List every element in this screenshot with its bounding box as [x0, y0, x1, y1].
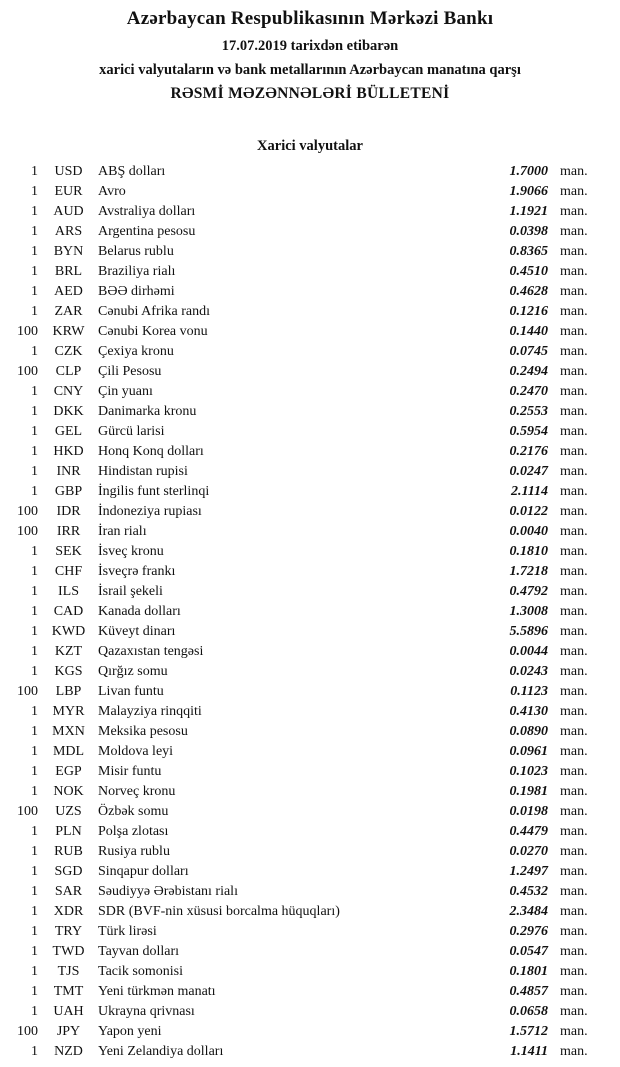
currency-quantity: 100 [17, 1024, 38, 1039]
currency-row [0, 362, 620, 382]
currency-unit: man. [560, 544, 588, 559]
currency-row [0, 622, 620, 642]
currency-name: Moldova leyi [98, 744, 174, 759]
currency-quantity: 1 [31, 244, 38, 259]
currency-row [0, 222, 620, 242]
currency-name: Yapon yeni [98, 1024, 162, 1039]
currency-unit: man. [560, 244, 588, 259]
currency-rate: 0.0961 [509, 744, 548, 759]
currency-name: Cənubi Afrika randı [98, 304, 210, 319]
currency-rate: 0.0270 [509, 844, 548, 859]
currency-quantity: 1 [31, 904, 38, 919]
currency-rate: 0.0243 [509, 664, 548, 679]
currency-table [0, 162, 620, 1062]
currency-code: TWD [52, 944, 85, 959]
currency-quantity: 1 [31, 644, 38, 659]
currency-name: Səudiyyə Ərəbistanı rialı [98, 884, 238, 899]
currency-rate: 0.0122 [509, 504, 548, 519]
currency-name: Ukrayna qrivnası [98, 1004, 195, 1019]
currency-quantity: 1 [31, 844, 38, 859]
currency-code: NZD [54, 1044, 83, 1059]
currency-name: Gürcü larisi [98, 424, 165, 439]
currency-quantity: 1 [31, 704, 38, 719]
currency-quantity: 100 [17, 324, 38, 339]
currency-row [0, 462, 620, 482]
currency-name: İngilis funt sterlinqi [98, 484, 210, 499]
currency-rate: 2.3484 [509, 904, 548, 919]
currency-code: MXN [52, 724, 85, 739]
currency-code: EGP [55, 764, 82, 779]
currency-row [0, 382, 620, 402]
currency-rate: 0.4130 [509, 704, 548, 719]
currency-code: CHF [54, 564, 83, 579]
currency-quantity: 100 [17, 504, 38, 519]
currency-code: EUR [54, 184, 83, 199]
currency-code: IDR [56, 504, 81, 519]
currency-name: Danimarka kronu [98, 404, 197, 419]
currency-quantity: 1 [31, 484, 38, 499]
currency-code: ILS [58, 584, 79, 599]
currency-unit: man. [560, 384, 588, 399]
currency-unit: man. [560, 364, 588, 379]
currency-code: CZK [54, 344, 83, 359]
currency-unit: man. [560, 464, 588, 479]
currency-name: Avro [98, 184, 126, 199]
currency-quantity: 1 [31, 1044, 38, 1059]
currency-code: GEL [54, 424, 83, 439]
currency-row [0, 742, 620, 762]
currency-quantity: 1 [31, 384, 38, 399]
currency-row [0, 642, 620, 662]
currency-unit: man. [560, 604, 588, 619]
currency-rate: 0.0044 [509, 644, 548, 659]
currency-code: CNY [53, 384, 84, 399]
currency-code: INR [56, 464, 81, 479]
currency-row [0, 922, 620, 942]
currency-row [0, 982, 620, 1002]
currency-code: PLN [55, 824, 82, 839]
currency-quantity: 1 [31, 464, 38, 479]
currency-rate: 0.2494 [509, 364, 548, 379]
currency-unit: man. [560, 644, 588, 659]
currency-rate: 0.2470 [509, 384, 548, 399]
currency-unit: man. [560, 204, 588, 219]
currency-rate: 0.2976 [509, 924, 548, 939]
currency-rate: 1.2497 [509, 864, 548, 879]
currency-rate: 0.2176 [509, 444, 548, 459]
currency-row [0, 322, 620, 342]
currency-rate: 0.0547 [509, 944, 548, 959]
currency-rate: 0.1810 [509, 544, 548, 559]
currency-name: Polşa zlotası [98, 824, 169, 839]
currency-code: UAH [53, 1004, 84, 1019]
currency-rate: 0.4628 [509, 284, 548, 299]
currency-name: Küveyt dinarı [98, 624, 176, 639]
currency-row [0, 202, 620, 222]
currency-quantity: 1 [31, 564, 38, 579]
currency-row [0, 882, 620, 902]
currency-unit: man. [560, 564, 588, 579]
currency-rate: 0.5954 [509, 424, 548, 439]
currency-rate: 0.0398 [509, 224, 548, 239]
currency-unit: man. [560, 764, 588, 779]
currency-rate: 1.1921 [509, 204, 548, 219]
currency-row [0, 942, 620, 962]
currency-code: USD [54, 164, 83, 179]
currency-quantity: 1 [31, 404, 38, 419]
currency-quantity: 1 [31, 824, 38, 839]
currency-quantity: 1 [31, 984, 38, 999]
currency-unit: man. [560, 984, 588, 999]
currency-quantity: 100 [17, 364, 38, 379]
currency-quantity: 1 [31, 744, 38, 759]
currency-unit: man. [560, 964, 588, 979]
currency-row [0, 262, 620, 282]
currency-code: RUB [54, 844, 83, 859]
currency-rate: 0.1123 [510, 684, 548, 699]
currency-code: XDR [53, 904, 84, 919]
currency-row [0, 1022, 620, 1042]
currency-rate: 0.1801 [509, 964, 548, 979]
currency-name: Kanada dolları [98, 604, 181, 619]
currency-code: AUD [53, 204, 84, 219]
currency-rate: 0.2553 [509, 404, 548, 419]
currency-quantity: 1 [31, 204, 38, 219]
currency-name: Türk lirəsi [98, 924, 157, 939]
currency-rate: 0.0040 [509, 524, 548, 539]
currency-rate: 1.9066 [509, 184, 548, 199]
currency-row [0, 442, 620, 462]
currency-row [0, 602, 620, 622]
currency-rate: 0.1023 [509, 764, 548, 779]
currency-code: KZT [54, 644, 83, 659]
currency-code: SAR [54, 884, 83, 899]
currency-row [0, 902, 620, 922]
currency-quantity: 100 [17, 684, 38, 699]
effective-date-line: 17.07.2019 tarixdən etibarən [221, 38, 399, 54]
currency-code: GBP [54, 484, 83, 499]
currency-row [0, 962, 620, 982]
currency-code: KRW [52, 324, 85, 339]
currency-rate: 0.4479 [509, 824, 548, 839]
currency-quantity: 1 [31, 764, 38, 779]
currency-code: ZAR [54, 304, 83, 319]
currency-unit: man. [560, 684, 588, 699]
currency-rate: 2.1114 [511, 484, 548, 499]
currency-name: Honq Konq dolları [98, 444, 204, 459]
currency-quantity: 1 [31, 924, 38, 939]
currency-row [0, 662, 620, 682]
currency-code: MYR [52, 704, 85, 719]
currency-name: İsveçrə frankı [98, 564, 176, 579]
currency-unit: man. [560, 844, 588, 859]
currency-name: Meksika pesosu [98, 724, 188, 739]
currency-unit: man. [560, 224, 588, 239]
currency-row [0, 702, 620, 722]
currency-quantity: 100 [17, 804, 38, 819]
currency-row [0, 242, 620, 262]
currency-unit: man. [560, 404, 588, 419]
currency-quantity: 1 [31, 864, 38, 879]
currency-quantity: 1 [31, 444, 38, 459]
currency-quantity: 1 [31, 784, 38, 799]
currency-quantity: 1 [31, 624, 38, 639]
currency-unit: man. [560, 424, 588, 439]
currency-rate: 0.0658 [509, 1004, 548, 1019]
section-title-foreign-currencies: Xarici valyutalar [257, 138, 363, 154]
currency-quantity: 1 [31, 304, 38, 319]
currency-row [0, 422, 620, 442]
currency-code: TJS [57, 964, 80, 979]
currency-row [0, 562, 620, 582]
currency-name: Tayvan dolları [98, 944, 180, 959]
currency-code: CAD [53, 604, 84, 619]
currency-rate: 0.4510 [509, 264, 548, 279]
currency-row [0, 822, 620, 842]
currency-name: Çili Pesosu [98, 364, 162, 379]
currency-name: Cənubi Korea vonu [98, 324, 208, 339]
currency-code: ARS [54, 224, 83, 239]
currency-row [0, 782, 620, 802]
currency-unit: man. [560, 704, 588, 719]
currency-name: Sinqapur dolları [98, 864, 189, 879]
currency-quantity: 1 [31, 944, 38, 959]
currency-unit: man. [560, 184, 588, 199]
currency-name: İndoneziya rupiası [98, 504, 202, 519]
currency-row [0, 542, 620, 562]
currency-rate: 0.4792 [509, 584, 548, 599]
currency-name: Çexiya kronu [98, 344, 174, 359]
currency-unit: man. [560, 504, 588, 519]
currency-code: KGS [54, 664, 83, 679]
currency-code: AED [54, 284, 83, 299]
currency-name: Çin yuanı [98, 384, 153, 399]
currency-unit: man. [560, 724, 588, 739]
currency-unit: man. [560, 664, 588, 679]
currency-name: Norveç kronu [98, 784, 176, 799]
currency-unit: man. [560, 264, 588, 279]
currency-unit: man. [560, 824, 588, 839]
bulletin-subtitle: xarici valyutaların və bank metallarının Azərbaycan manatına qarşı [99, 62, 521, 78]
currency-rate: 0.0745 [509, 344, 548, 359]
currency-code: IRR [56, 524, 81, 539]
currency-name: Belarus rublu [98, 244, 174, 259]
currency-rate: 5.5896 [509, 624, 548, 639]
currency-unit: man. [560, 944, 588, 959]
currency-unit: man. [560, 584, 588, 599]
currency-quantity: 1 [31, 964, 38, 979]
currency-quantity: 1 [31, 264, 38, 279]
currency-quantity: 1 [31, 184, 38, 199]
currency-quantity: 1 [31, 164, 38, 179]
currency-name: Hindistan rupisi [98, 464, 188, 479]
currency-row [0, 842, 620, 862]
currency-code: TRY [54, 924, 83, 939]
currency-name: Misir funtu [98, 764, 162, 779]
currency-code: DKK [53, 404, 84, 419]
currency-quantity: 1 [31, 544, 38, 559]
currency-quantity: 1 [31, 284, 38, 299]
currency-name: Avstraliya dolları [98, 204, 196, 219]
bulletin-header [0, 0, 620, 103]
currency-rate: 0.0198 [509, 804, 548, 819]
currency-unit: man. [560, 624, 588, 639]
currency-quantity: 1 [31, 724, 38, 739]
currency-quantity: 1 [31, 664, 38, 679]
currency-unit: man. [560, 484, 588, 499]
currency-unit: man. [560, 1004, 588, 1019]
currency-row [0, 282, 620, 302]
currency-row [0, 342, 620, 362]
currency-name: Qırğız somu [98, 664, 168, 679]
currency-rate: 1.5712 [509, 1024, 548, 1039]
currency-row [0, 582, 620, 602]
currency-quantity: 1 [31, 884, 38, 899]
currency-quantity: 1 [31, 224, 38, 239]
currency-code: BYN [53, 244, 84, 259]
currency-code: UZS [55, 804, 82, 819]
currency-quantity: 1 [31, 424, 38, 439]
currency-quantity: 1 [31, 1004, 38, 1019]
currency-rate: 0.1216 [509, 304, 548, 319]
currency-quantity: 1 [31, 344, 38, 359]
currency-name: Özbək somu [98, 804, 169, 819]
currency-code: HKD [53, 444, 84, 459]
currency-name: İsrail şekeli [98, 584, 163, 599]
currency-row [0, 302, 620, 322]
currency-row [0, 722, 620, 742]
currency-code: LBP [55, 684, 82, 699]
currency-name: Rusiya rublu [98, 844, 170, 859]
currency-code: SEK [55, 544, 82, 559]
currency-rate: 0.4857 [509, 984, 548, 999]
currency-code: CLP [55, 364, 82, 379]
currency-row [0, 522, 620, 542]
currency-row [0, 1002, 620, 1022]
currency-code: SGD [54, 864, 83, 879]
currency-unit: man. [560, 444, 588, 459]
currency-unit: man. [560, 804, 588, 819]
currency-code: JPY [56, 1024, 81, 1039]
currency-name: Yeni türkmən manatı [98, 984, 216, 999]
currency-unit: man. [560, 344, 588, 359]
currency-name: BƏƏ dirhəmi [98, 284, 175, 299]
currency-name: Livan funtu [98, 684, 164, 699]
currency-code: NOK [53, 784, 84, 799]
currency-row [0, 682, 620, 702]
currency-unit: man. [560, 864, 588, 879]
currency-rate: 0.0247 [509, 464, 548, 479]
currency-name: İsveç kronu [98, 544, 164, 559]
currency-unit: man. [560, 1024, 588, 1039]
currency-quantity: 1 [31, 584, 38, 599]
currency-name: Argentina pesosu [98, 224, 196, 239]
currency-unit: man. [560, 524, 588, 539]
currency-row [0, 1042, 620, 1062]
currency-code: MDL [52, 744, 85, 759]
currency-unit: man. [560, 284, 588, 299]
currency-row [0, 502, 620, 522]
currency-rate: 1.7218 [509, 564, 548, 579]
currency-unit: man. [560, 924, 588, 939]
bank-name: Azərbaycan Respublikasının Mərkəzi Bankı [126, 8, 494, 29]
currency-name: ABŞ dolları [98, 164, 166, 179]
currency-rate: 1.7000 [509, 164, 548, 179]
currency-row [0, 862, 620, 882]
currency-rate: 0.0890 [509, 724, 548, 739]
currency-row [0, 802, 620, 822]
currency-unit: man. [560, 784, 588, 799]
currency-row [0, 162, 620, 182]
currency-rate: 0.8365 [509, 244, 548, 259]
currency-unit: man. [560, 164, 588, 179]
currency-name: Tacik somonisi [98, 964, 183, 979]
currency-code: KWD [51, 624, 86, 639]
currency-code: TMT [53, 984, 84, 999]
currency-unit: man. [560, 324, 588, 339]
currency-row [0, 402, 620, 422]
bulletin-title: RƏSMİ MƏZƏNNƏLƏRİ BÜLLETENİ [170, 85, 450, 102]
currency-rate: 1.3008 [509, 604, 548, 619]
currency-rate: 0.1981 [509, 784, 548, 799]
currency-unit: man. [560, 904, 588, 919]
currency-row [0, 482, 620, 502]
currency-name: Yeni Zelandiya dolları [98, 1044, 224, 1059]
currency-name: Braziliya rialı [98, 264, 176, 279]
currency-row [0, 762, 620, 782]
currency-unit: man. [560, 884, 588, 899]
currency-row [0, 182, 620, 202]
currency-name: İran rialı [98, 524, 147, 539]
currency-code: BRL [54, 264, 83, 279]
currency-unit: man. [560, 304, 588, 319]
currency-quantity: 100 [17, 524, 38, 539]
currency-name: Malayziya rinqqiti [98, 704, 202, 719]
currency-unit: man. [560, 1044, 588, 1059]
currency-name: SDR (BVF-nin xüsusi borcalma hüquqları) [98, 904, 340, 919]
currency-quantity: 1 [31, 604, 38, 619]
currency-rate: 1.1411 [510, 1044, 548, 1059]
currency-rate: 0.4532 [509, 884, 548, 899]
currency-name: Qazaxıstan tengəsi [98, 644, 204, 659]
currency-rate: 0.1440 [509, 324, 548, 339]
currency-unit: man. [560, 744, 588, 759]
